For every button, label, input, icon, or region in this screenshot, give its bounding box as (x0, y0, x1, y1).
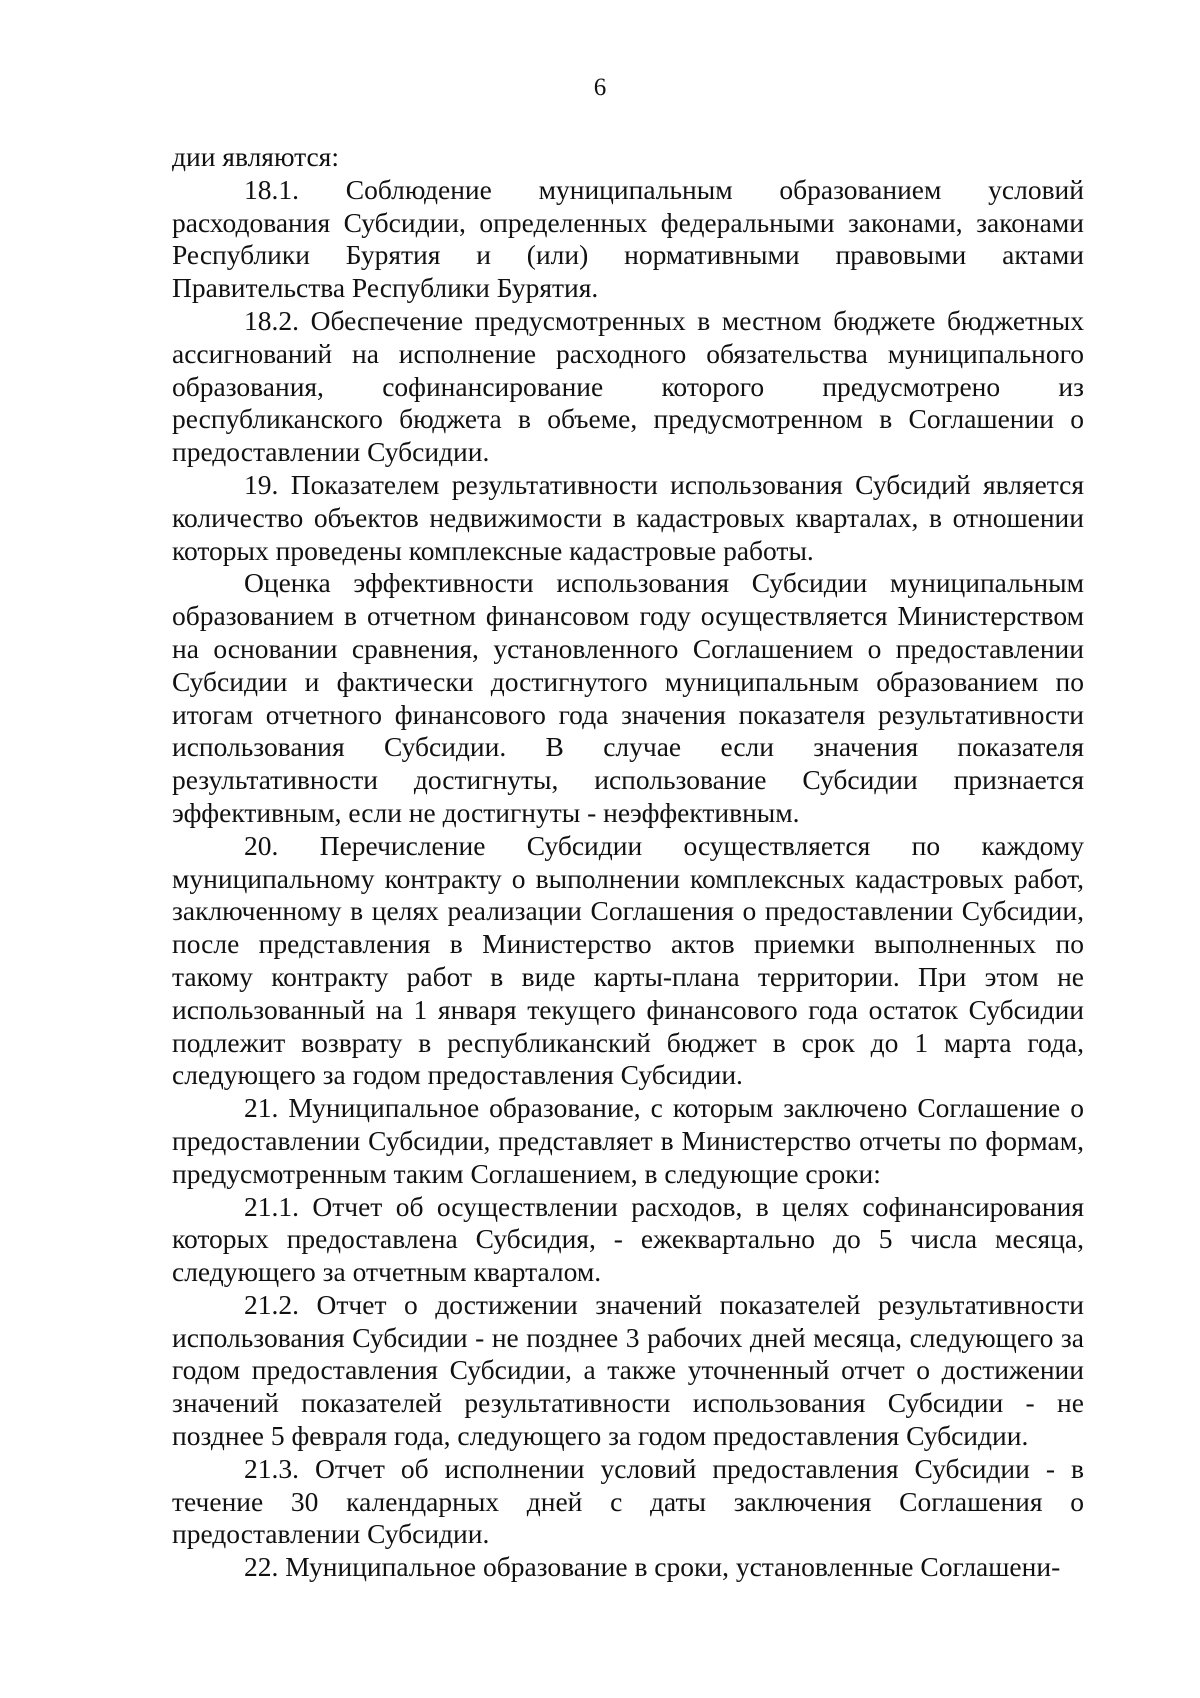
paragraph-21: 21. Муниципальное образование, с которым заключено Соглашение о предоставлении Субсидии, представляет в Министерство отчеты по формам, предусмотренным таким Соглашением, в следующие сроки: (172, 1092, 1084, 1189)
paragraph-18-1: 18.1. Соблюдение муниципальным образованием условий расходования Субсидии, определенных федеральными законами, законами Республики Бурятия и (или) нормативными правовыми актами Правительства Республики Бурятия. (172, 173, 1084, 304)
paragraph-19: 19. Показателем результативности использования Субсидий является количество объектов недвижимости в кадастровых кварталах, в отношении которых проведены комплексные кадастровые работы. (172, 468, 1084, 566)
paragraph-22: 22. Муниципальное образование в сроки, установленные Соглашени- (244, 1551, 1061, 1583)
paragraph-evaluation: Оценка эффективности использования Субсидии муниципальным образованием в отчетном финансовом году осуществляется Министерством на основании сравнения, установленного Соглашением о предоставлении Субсидии и фактически достигнутого муниципальным образованием по итогам отчетного финансового года значения показателя результативности использования Субсидии. В случае если значения показателя результативности достигнуты, использование Субсидии признается эффективным, если не достигнуты - неэффективным. (172, 567, 1084, 828)
paragraph-21-3: 21.3. Отчет об исполнении условий предоставления Субсидии - в течение 30 календарных дней с даты заключения Соглашения о предоставлении Субсидии. (172, 1452, 1084, 1550)
paragraph-18-2: 18.2. Обеспечение предусмотренных в местном бюджете бюджетных ассигнований на исполнение расходного обязательства муниципального образования, софинансирование которого предусмотрено из республиканского бюджета в объеме, предусмотренном в Соглашении о предоставлении Субсидии. (172, 304, 1084, 468)
paragraph-20: 20. Перечисление Субсидии осуществляется по каждому муниципальному контракту о выполнении комплексных кадастровых работ, заключенному в целях реализации Соглашения о предоставлении Субсидии, после представления в Министерство актов приемки выполненных по такому контракту работ в виде карты-плана территории. При этом не использованный на 1 января текущего финансового года остаток Субсидии подлежит возврату в республиканский бюджет в срок до 1 марта года, следующего за годом предоставления Субсидии. (172, 829, 1084, 1091)
paragraph-continuation: дии являются: (172, 141, 339, 172)
paragraph-21-1: 21.1. Отчет об осуществлении расходов, в целях софинансирования которых предоставлена Субсидия, - ежеквартально до 5 числа месяца, следующего за отчетным кварталом. (172, 1190, 1084, 1288)
document-body (172, 141, 1084, 1584)
paragraph-21-2: 21.2. Отчет о достижении значений показателей результативности использования Субсидии - не позднее 3 рабочих дней месяца, следующего за годом предоставления Субсидии, а также уточненный отчет о достижении значений показателей результативности использования Субсидии - не позднее 5 февраля года, следующего за годом предоставления Субсидии. (172, 1288, 1084, 1452)
page-number: 6 (593, 74, 607, 101)
